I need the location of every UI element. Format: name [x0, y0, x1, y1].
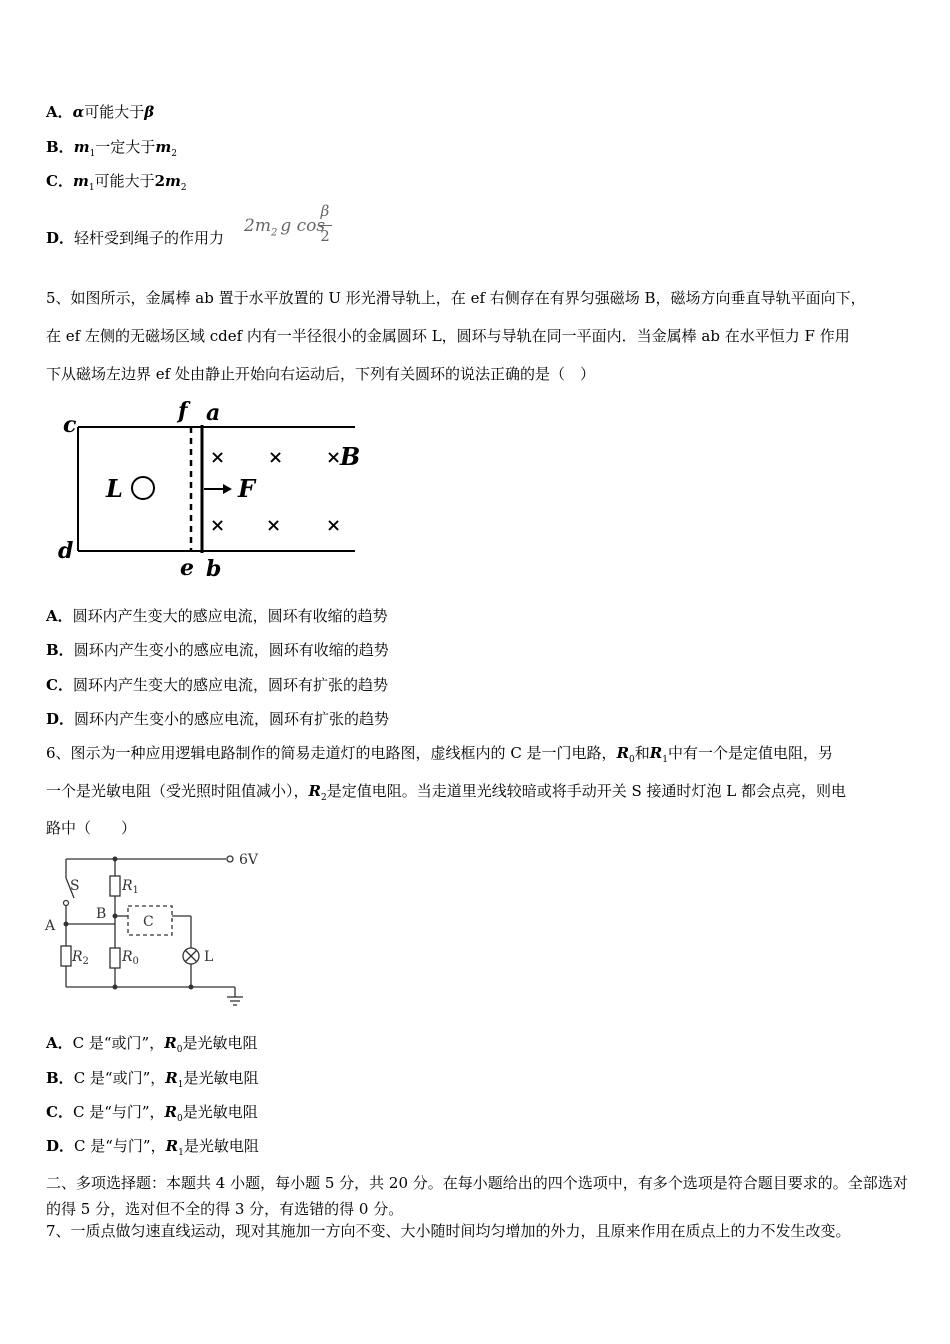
beta-symbol: β — [144, 103, 155, 121]
resistor-symbol: R — [308, 782, 321, 800]
option-label: C． — [46, 676, 73, 694]
option-label: D． — [46, 710, 75, 728]
label-6v: 6V — [239, 852, 259, 868]
label-F: F — [238, 474, 256, 503]
option-label: B． — [46, 138, 74, 156]
resistor-symbol: R — [164, 1103, 178, 1121]
mass-symbol: m — [72, 172, 89, 190]
q6-stem-line-2 — [46, 781, 846, 808]
option-text: C 是“或门”， — [72, 1034, 165, 1052]
mass-symbol: m — [155, 138, 172, 156]
label-r2: R — [72, 949, 83, 965]
stem-text: 和 — [634, 744, 650, 762]
label-a: a — [206, 400, 221, 426]
option-text: 可能大于 — [94, 172, 155, 190]
q5-option-b — [46, 640, 389, 660]
field-cross-icon: × — [210, 515, 226, 536]
option-label: A． — [46, 607, 73, 625]
formula-part: g cos — [280, 216, 326, 236]
mass-symbol: m — [165, 172, 181, 190]
arrow-head-icon — [223, 484, 232, 494]
q6-option-d — [46, 1136, 259, 1163]
junction-node — [64, 922, 69, 927]
option-text: 可能大于 — [84, 103, 145, 121]
option-label: A． — [46, 103, 73, 121]
label-r2-subscript: 2 — [82, 956, 89, 967]
option-text: 一定大于 — [95, 138, 156, 156]
subscript: 1 — [662, 755, 668, 765]
q7-stem: 7、一质点做匀速直线运动，现对其施加一方向不变、大小随时间均匀增加的外力，且原来作用在质点上的力不发生改变。 — [46, 1222, 851, 1240]
resistor-symbol: R — [164, 1034, 177, 1052]
field-cross-icon: × — [268, 447, 284, 468]
option-label: C． — [46, 172, 73, 190]
q4-option-c — [46, 171, 187, 198]
formula-part: 2m — [244, 216, 271, 236]
q6-option-a — [46, 1033, 257, 1060]
label-r0: R — [122, 949, 133, 965]
option-text: 圆环内产生变小的感应电流，圆环有收缩的趋势 — [73, 641, 389, 659]
option-text: C 是“或门”， — [73, 1069, 166, 1087]
mass-symbol: m — [73, 138, 90, 156]
subscript: 2 — [171, 149, 177, 159]
subscript: 0 — [176, 1045, 183, 1055]
label-r1: R — [122, 878, 133, 894]
option-text: 圆环内产生变小的感应电流，圆环有扩张的趋势 — [74, 710, 390, 728]
subscript: 1 — [177, 1080, 184, 1090]
label-b: B — [96, 906, 107, 922]
option-text: 圆环内产生变大的感应电流，圆环有收缩的趋势 — [72, 607, 388, 625]
label-a: A — [45, 918, 56, 934]
label-s: S — [70, 878, 80, 894]
option-label: B． — [46, 641, 74, 659]
q6-option-c — [46, 1102, 258, 1129]
stem-text: 6、图示为一种应用逻辑电路制作的简易走道灯的电路图，虚线框内的 C 是一门电路， — [46, 744, 617, 762]
stem-text: 一个是光敏电阻（受光照时阻值减小）， — [46, 782, 309, 800]
option-text: 圆环内产生变大的感应电流，圆环有扩张的趋势 — [72, 676, 388, 694]
label-d: d — [58, 538, 74, 564]
label-b: b — [206, 556, 222, 582]
q6-stem-line-3: 路中（ ） — [46, 819, 137, 837]
label-c: C — [143, 914, 154, 930]
q5-stem-line-1: 5、如图所示，金属棒 ab 置于水平放置的 U 形光滑导轨上，在 ef 右侧存在有界匀强磁场 B，磁场方向垂直导轨平面向下， — [46, 289, 866, 307]
junction-node — [113, 857, 118, 862]
fraction-denominator: 2 — [320, 227, 330, 245]
label-e: e — [180, 555, 194, 581]
field-cross-icon: × — [326, 447, 342, 468]
label-f: f — [178, 398, 188, 424]
q4-option-b — [46, 137, 177, 164]
q5-option-c — [46, 675, 388, 695]
label-r0-subscript: 0 — [132, 956, 139, 967]
subscript: 2 — [180, 183, 187, 193]
stem-text: 中有一个是定值电阻，另 — [667, 744, 833, 762]
q6-stem-line-1 — [46, 743, 833, 770]
junction-node — [189, 985, 194, 990]
q6-option-b — [46, 1068, 259, 1095]
q4-option-d — [46, 228, 224, 248]
option-label: C． — [46, 1103, 73, 1121]
metal-ring — [132, 477, 154, 499]
label-L: L — [106, 474, 123, 503]
label-B: B — [340, 442, 361, 471]
q5-option-a — [46, 606, 388, 626]
option-label: D． — [46, 1137, 75, 1155]
subscript: 1 — [178, 1148, 184, 1158]
resistor-symbol: R — [649, 744, 663, 762]
svg-text:R2 — [71, 949, 89, 967]
subscript: 1 — [89, 149, 96, 159]
option-text: 轻杆受到绳子的作用力 — [74, 229, 225, 247]
switch-contact — [64, 901, 69, 906]
field-cross-icon: × — [210, 447, 226, 468]
fraction-numerator: β — [320, 202, 330, 220]
option-text: 是光敏电阻 — [182, 1103, 258, 1121]
q5-stem-line-2: 在 ef 左侧的无磁场区域 cdef 内有一半径很小的金属圆环 L，圆环与导轨在同一平面内．当金属棒 ab 在水平恒力 F 作用 — [46, 327, 850, 345]
subscript: 0 — [177, 1114, 183, 1124]
junction-node — [113, 985, 118, 990]
subscript: 1 — [88, 183, 95, 193]
label-l: L — [204, 949, 214, 965]
option-text: C 是“与门”， — [72, 1103, 165, 1121]
subscript: 2 — [320, 793, 327, 803]
label-r1-subscript: 1 — [132, 885, 139, 896]
resistor-symbol: R — [616, 744, 630, 762]
circuit-wires — [61, 856, 243, 1005]
option-text: 是光敏电阻 — [183, 1137, 259, 1155]
option-text: C 是“与门”， — [74, 1137, 166, 1155]
label-c: c — [63, 412, 77, 438]
q5-option-d — [46, 709, 389, 729]
subscript: 0 — [629, 755, 635, 765]
q4-option-a — [46, 102, 154, 122]
section-2-heading: 二、多项选择题：本题共 4 小题，每小题 5 分，共 20 分。在每小题给出的四个选项中，有多个选项是符合题目要求的。全部选对的得 5 分，选对但不全的得 3 分，有选错的得 0 分。 — [46, 1174, 908, 1218]
option-label: B． — [46, 1069, 74, 1087]
option-label: A． — [46, 1034, 73, 1052]
alpha-symbol: α — [72, 103, 85, 121]
junction-node — [113, 914, 118, 919]
resistor-symbol: R — [165, 1137, 179, 1155]
svg-text:R1 — [121, 878, 139, 896]
q5-stem-line-3: 下从磁场左边界 ef 处由静止开始向右运动后，下列有关圆环的说法正确的是（ ） — [46, 365, 595, 383]
coefficient: 2 — [154, 172, 166, 190]
svg-text:R0 — [121, 949, 139, 967]
resistor-symbol: R — [165, 1069, 178, 1087]
option-text: 是光敏电阻 — [182, 1034, 258, 1052]
formula-subscript: 2 — [270, 227, 278, 239]
option-text: 是光敏电阻 — [183, 1069, 259, 1087]
stem-text: 是定值电阻。当走道里光线较暗或将手动开关 S 接通时灯泡 L 都会点亮，则电 — [326, 782, 847, 800]
q5-rail-diagram — [50, 392, 370, 584]
field-cross-icon: × — [266, 515, 282, 536]
field-cross-icon: × — [326, 515, 342, 536]
option-label: D． — [46, 229, 75, 247]
q6-circuit-diagram — [42, 848, 272, 1014]
